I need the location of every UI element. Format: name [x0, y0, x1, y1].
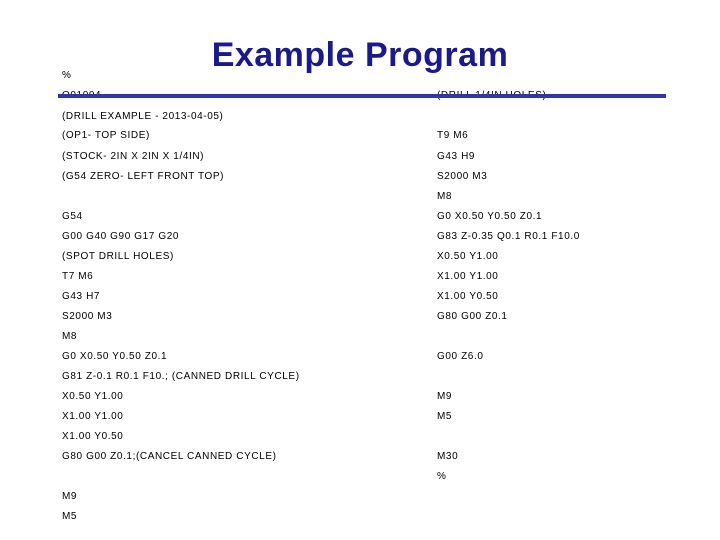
code-line: S2000 M3 — [62, 311, 113, 322]
code-line: (OP1- TOP SIDE) — [62, 130, 150, 141]
code-line: S2000 M3 — [437, 171, 488, 182]
code-line: M5 — [437, 411, 453, 422]
code-line: M8 — [437, 191, 453, 202]
code-line: X0.50 Y1.00 — [62, 391, 124, 402]
code-line: G0 X0.50 Y0.50 Z0.1 — [62, 351, 168, 362]
code-line: X0.50 Y1.00 — [437, 251, 499, 262]
code-line: X1.00 Y1.00 — [62, 411, 124, 422]
code-line: (DRILL EXAMPLE - 2013-04-05) — [62, 111, 224, 122]
code-line: G0 X0.50 Y0.50 Z0.1 — [437, 211, 543, 222]
slide-title: Example Program — [211, 36, 509, 74]
code-line: G83 Z-0.35 Q0.1 R0.1 F10.0 — [437, 231, 580, 242]
code-line: G43 H7 — [62, 291, 101, 302]
code-line: % — [437, 471, 447, 482]
code-line: G81 Z-0.1 R0.1 F10.; (CANNED DRILL CYCLE) — [62, 371, 300, 382]
code-line: M9 — [437, 391, 453, 402]
code-line: (G54 ZERO- LEFT FRONT TOP) — [62, 171, 225, 182]
code-line: T7 M6 — [62, 271, 94, 282]
title-divider — [58, 94, 666, 98]
code-line: X1.00 Y0.50 — [62, 431, 124, 442]
code-line: M8 — [62, 331, 78, 342]
code-line: (SPOT DRILL HOLES) — [62, 251, 174, 262]
code-line: X1.00 Y0.50 — [437, 291, 499, 302]
code-line: G54 — [62, 211, 83, 222]
code-line: G43 H9 — [437, 151, 476, 162]
code-line: T9 M6 — [437, 130, 469, 141]
code-line: M9 — [62, 491, 78, 502]
percent-start: % — [62, 70, 72, 81]
code-line: G00 G40 G90 G17 G20 — [62, 231, 180, 242]
code-line: G80 G00 Z0.1;(CANCEL CANNED CYCLE) — [62, 451, 277, 462]
code-line: M30 — [437, 451, 459, 462]
code-line: G00 Z6.0 — [437, 351, 484, 362]
code-line: (STOCK- 2IN X 2IN X 1/4IN) — [62, 151, 205, 162]
code-line: M5 — [62, 511, 78, 522]
code-line: G80 G00 Z0.1 — [437, 311, 508, 322]
code-line: X1.00 Y1.00 — [437, 271, 499, 282]
